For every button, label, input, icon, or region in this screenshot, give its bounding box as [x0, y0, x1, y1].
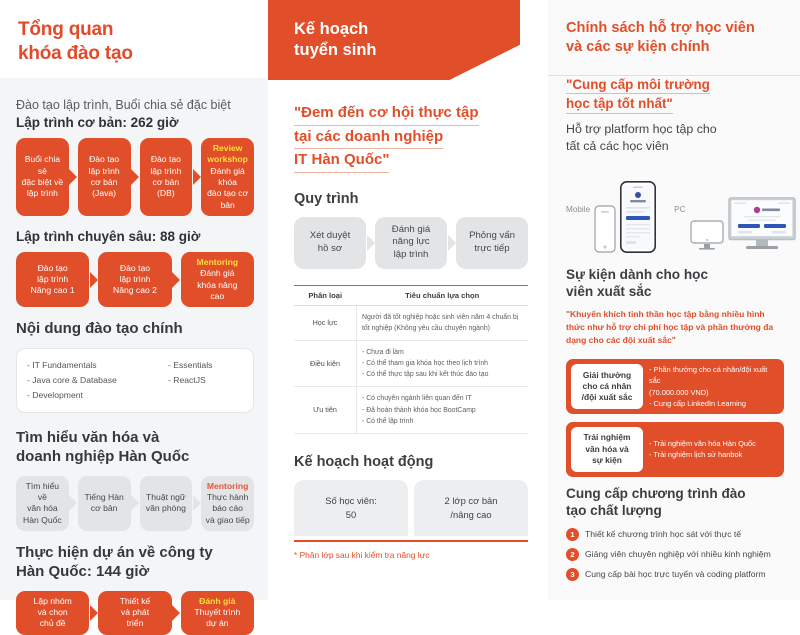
chip-body: Đào tạo lập trình cơ bản (DB) — [150, 154, 182, 199]
middle-content — [268, 80, 548, 560]
chip-body: Đào tạo lập trình Nâng cao 1 — [30, 262, 75, 296]
chip-body: Tiếng Hàn cơ bản — [84, 492, 124, 514]
chip-body: Đánh giá khóa nâng cao — [197, 268, 238, 302]
flow-basic-programming — [16, 138, 254, 216]
plan-card — [294, 480, 408, 536]
chip-body: Phỏng vấn trực tiếp — [469, 229, 515, 254]
right-content — [548, 57, 800, 581]
activity-plan-cards — [294, 480, 528, 536]
process-step-chip — [294, 217, 366, 269]
left-section4-title — [16, 429, 254, 467]
left-section1-subtitle: Đào tạo lập trình, Buổi chia sẻ đặc biệt — [16, 98, 231, 112]
flow-korean-culture — [16, 476, 254, 531]
flow-step-chip — [78, 476, 131, 531]
chip-body: Thực hành báo cáo và giao tiếp — [205, 492, 250, 525]
criteria-item: - Có chuyên ngành liên quan đến IT — [362, 395, 472, 403]
event-heading — [566, 266, 784, 301]
middle-quote — [294, 102, 528, 173]
number-badge-icon: 1 — [566, 528, 579, 541]
right-header — [548, 0, 800, 57]
award-item: - Trải nghiệm văn hóa Hàn Quốc — [649, 439, 756, 449]
flow-arrow-icon — [192, 495, 201, 511]
th-category: Phân loại — [294, 285, 357, 305]
flow-arrow-icon — [89, 272, 98, 288]
criteria-item: - Có thể thực tập sau khi kết thúc đào tạo — [362, 371, 489, 379]
left-section4-line2: doanh nghiệp Hàn Quốc — [16, 448, 190, 466]
middle-banner — [268, 0, 520, 80]
right-sub-line2: tất cả các học viên — [566, 139, 669, 154]
middle-quote-line3: IT Hàn Quốc" — [294, 149, 389, 173]
quality-heading — [566, 485, 784, 520]
flow-step-chip — [98, 252, 171, 307]
event-heading-line2: viên xuất sắc — [566, 284, 652, 300]
flow-arrow-icon — [131, 495, 140, 511]
flow-advanced-programming — [16, 252, 254, 307]
left-section2-title: Lập trình chuyên sâu: 88 giờ — [16, 229, 201, 245]
content-list-column-1 — [27, 358, 162, 403]
middle-quote-line2: tại các doanh nghiệp — [294, 126, 443, 150]
cell-category: Học lực — [294, 305, 357, 340]
chip-title: Đánh giá — [199, 595, 236, 606]
chip-body: Thuyết trình dự án — [194, 607, 241, 629]
criteria-item: - Có thể tham gia khóa học theo lịch trình — [362, 360, 489, 368]
award-details — [649, 427, 779, 471]
list-item: - IT Fundamentals — [27, 360, 97, 371]
flow-step-chip — [181, 591, 254, 635]
left-section5-line2: Hàn Quốc: 144 giờ — [16, 562, 150, 580]
plan-card-line2: 50 — [345, 509, 357, 520]
monitor-outline-icon — [690, 219, 724, 258]
plan-underline — [294, 540, 528, 542]
flow-arrow-icon — [69, 495, 78, 511]
number-badge-icon: 3 — [566, 568, 579, 581]
flow-arrow-icon — [192, 169, 201, 185]
left-header — [0, 0, 268, 67]
flow-project — [16, 591, 254, 635]
chip-title: Review workshop — [207, 143, 248, 165]
activity-plan-heading: Kế hoạch hoạt động — [294, 454, 434, 470]
flow-step-chip — [201, 476, 254, 531]
chip-body: Thiết kế và phát triển — [119, 595, 151, 629]
list-item: - Java core & Database — [27, 375, 117, 386]
cell-category: Ưu tiên — [294, 387, 357, 434]
flow-step-chip — [16, 252, 89, 307]
cell-category: Điều kiện — [294, 340, 357, 387]
phone-app-screenshot-icon — [620, 181, 656, 258]
list-item: - ReactJS — [168, 375, 206, 386]
quality-item-text: Thiết kế chương trình học sát với thực tế — [585, 529, 742, 540]
process-heading: Quy trình — [294, 190, 359, 207]
left-section1-title: Lập trình cơ bản: 262 giờ — [16, 115, 179, 130]
table-body — [294, 305, 528, 434]
right-sub-line1: Hỗ trợ platform học tập cho — [566, 121, 717, 136]
flow-step-chip — [78, 138, 131, 216]
page-title-middle — [294, 19, 377, 62]
number-badge-icon: 2 — [566, 548, 579, 561]
left-title-line1: Tổng quan — [18, 19, 114, 40]
flow-arrow-icon — [89, 605, 98, 621]
cell-criteria — [357, 340, 529, 387]
middle-title-line1: Kế hoạch — [294, 20, 369, 38]
flow-step-chip — [16, 476, 69, 531]
main-training-content-box — [16, 348, 254, 413]
plan-card-line2: /nâng cao — [450, 509, 492, 520]
page-title-left — [18, 18, 268, 67]
pc-label: PC — [674, 204, 686, 214]
chip-title: Mentoring — [206, 480, 249, 491]
flow-arrow-icon — [172, 272, 181, 288]
right-header-divider — [548, 75, 800, 76]
chip-title: Mentoring — [196, 257, 239, 268]
quality-item-text: Giảng viên chuyên nghiệp với nhiều kinh nghiệm — [585, 549, 771, 560]
column-admission-plan — [268, 0, 548, 600]
cell-criteria — [357, 387, 529, 434]
right-quote-line2: học tập tốt nhất" — [566, 94, 673, 113]
left-section5-line1: Thực hiện dự án về công ty — [16, 544, 213, 562]
criteria-item: Người đã tốt nghiệp hoặc sinh viên năm 4 chuẩn bị tốt nghiệp (Không yêu cầu chuyên ngành) — [362, 313, 519, 332]
flow-step-chip — [201, 138, 254, 216]
selection-criteria-table — [294, 285, 528, 435]
process-step-chip — [375, 217, 447, 269]
middle-quote-line1: "Đem đến cơ hội thực tập — [294, 102, 479, 126]
right-quote-line1: "Cung cấp môi trường — [566, 75, 710, 94]
content-list-column-2 — [168, 358, 243, 403]
chip-body: Đánh giá năng lực lập trình — [391, 223, 431, 260]
quality-heading-line2: tạo chất lượng — [566, 503, 662, 519]
column-support-policy — [548, 0, 800, 600]
chip-body: Tìm hiểu về văn hóa Hàn Quốc — [23, 480, 62, 525]
flow-arrow-icon — [131, 169, 140, 185]
middle-title-line2: tuyển sinh — [294, 41, 377, 60]
left-section3-title: Nội dung đào tạo chính — [16, 320, 183, 338]
table-row — [294, 387, 528, 434]
award-row — [566, 422, 784, 476]
column-course-overview — [0, 0, 268, 629]
awards-list — [566, 359, 784, 477]
process-step-chip — [456, 217, 528, 269]
left-content-panel — [0, 78, 268, 629]
quality-item-text: Cung cấp bài học trực tuyến và coding platform — [585, 569, 766, 580]
monitor-webpage-screenshot-icon — [728, 197, 796, 258]
quality-item — [566, 568, 784, 581]
event-note: "Khuyến khích tinh thần học tập bằng nhiều hình thức như hỗ trợ chi phí học tập và phần thưởng đa dạng cho các đội xuất sắc" — [566, 308, 774, 345]
criteria-item: - Đã hoàn thành khóa học BootCamp — [362, 406, 476, 414]
plan-card-line1: Số học viên: — [325, 495, 377, 507]
th-criteria: Tiêu chuẩn lựa chọn — [357, 285, 529, 305]
quality-item — [566, 548, 784, 561]
flow-step-chip — [16, 138, 69, 216]
flow-step-chip — [98, 591, 171, 635]
criteria-item: - Có thể lập trình — [362, 417, 414, 425]
award-item: - Phần thưởng cho cá nhân/đội xuất sắc — [649, 364, 768, 386]
chip-body: Lập nhóm và chọn chủ đề — [33, 595, 72, 629]
table-header-row — [294, 285, 528, 305]
flow-step-chip — [140, 138, 193, 216]
flow-arrow-icon — [69, 169, 78, 185]
award-row — [566, 359, 784, 415]
flow-step-chip — [181, 252, 254, 307]
mobile-label: Mobile — [566, 204, 591, 214]
right-subtitle — [566, 121, 784, 156]
award-tag: Trải nghiệm văn hóa và sự kiện — [571, 427, 643, 471]
flow-arrow-icon — [172, 605, 181, 621]
left-section4-line1: Tìm hiểu văn hóa và — [16, 429, 160, 447]
quality-heading-line1: Cung cấp chương trình đào — [566, 485, 746, 501]
criteria-item: - Chưa đi làm — [362, 348, 404, 356]
award-details — [649, 364, 779, 410]
phone-outline-icon — [594, 205, 616, 258]
plan-card-line1: 2 lớp cơ bản — [444, 495, 498, 507]
chip-body: Đào tạo lập trình cơ bản (Java) — [88, 154, 120, 199]
quality-items-list — [566, 528, 784, 581]
table-row — [294, 305, 528, 340]
flow-admission-process — [294, 217, 528, 269]
chip-body: Xét duyệt hồ sơ — [309, 229, 351, 254]
right-title-line1: Chính sách hỗ trợ học viên — [566, 20, 755, 36]
page-title-right — [566, 19, 800, 57]
cell-criteria — [357, 305, 529, 340]
flow-arrow-icon — [366, 235, 375, 251]
event-heading-line1: Sự kiện dành cho học — [566, 266, 709, 282]
left-title-line2: khóa đào tạo — [18, 43, 133, 65]
award-tag: Giải thưởng cho cá nhân /đội xuất sắc — [571, 364, 643, 410]
award-item: (70.000.000 VND) — [649, 387, 709, 397]
table-row — [294, 340, 528, 387]
chip-body: Đánh giá khóa đào tạo cơ bản — [207, 165, 249, 210]
award-item: - Trải nghiệm lịch sử hanbok — [649, 450, 743, 460]
quality-item — [566, 528, 784, 541]
chip-body: Thuật ngữ văn phòng — [145, 492, 186, 514]
device-illustration — [566, 166, 784, 258]
right-quote — [566, 75, 784, 114]
chip-body: Đào tạo lập trình Nâng cao 2 — [113, 262, 157, 296]
left-section5-title — [16, 544, 254, 582]
list-item: - Development — [27, 390, 83, 401]
list-item: - Essentials — [168, 360, 213, 371]
plan-footnote: * Phân lớp sau khi kiểm tra năng lực — [294, 550, 430, 560]
flow-step-chip — [16, 591, 89, 635]
flow-step-chip — [140, 476, 193, 531]
award-item: - Cung cấp LinkedIn Learning — [649, 399, 746, 408]
flow-arrow-icon — [447, 235, 456, 251]
plan-card — [414, 480, 528, 536]
table-head — [294, 285, 528, 305]
chip-body: Buổi chia sẻ đặc biệt về lập trình — [21, 154, 64, 199]
right-title-line2: và các sự kiện chính — [566, 38, 710, 55]
